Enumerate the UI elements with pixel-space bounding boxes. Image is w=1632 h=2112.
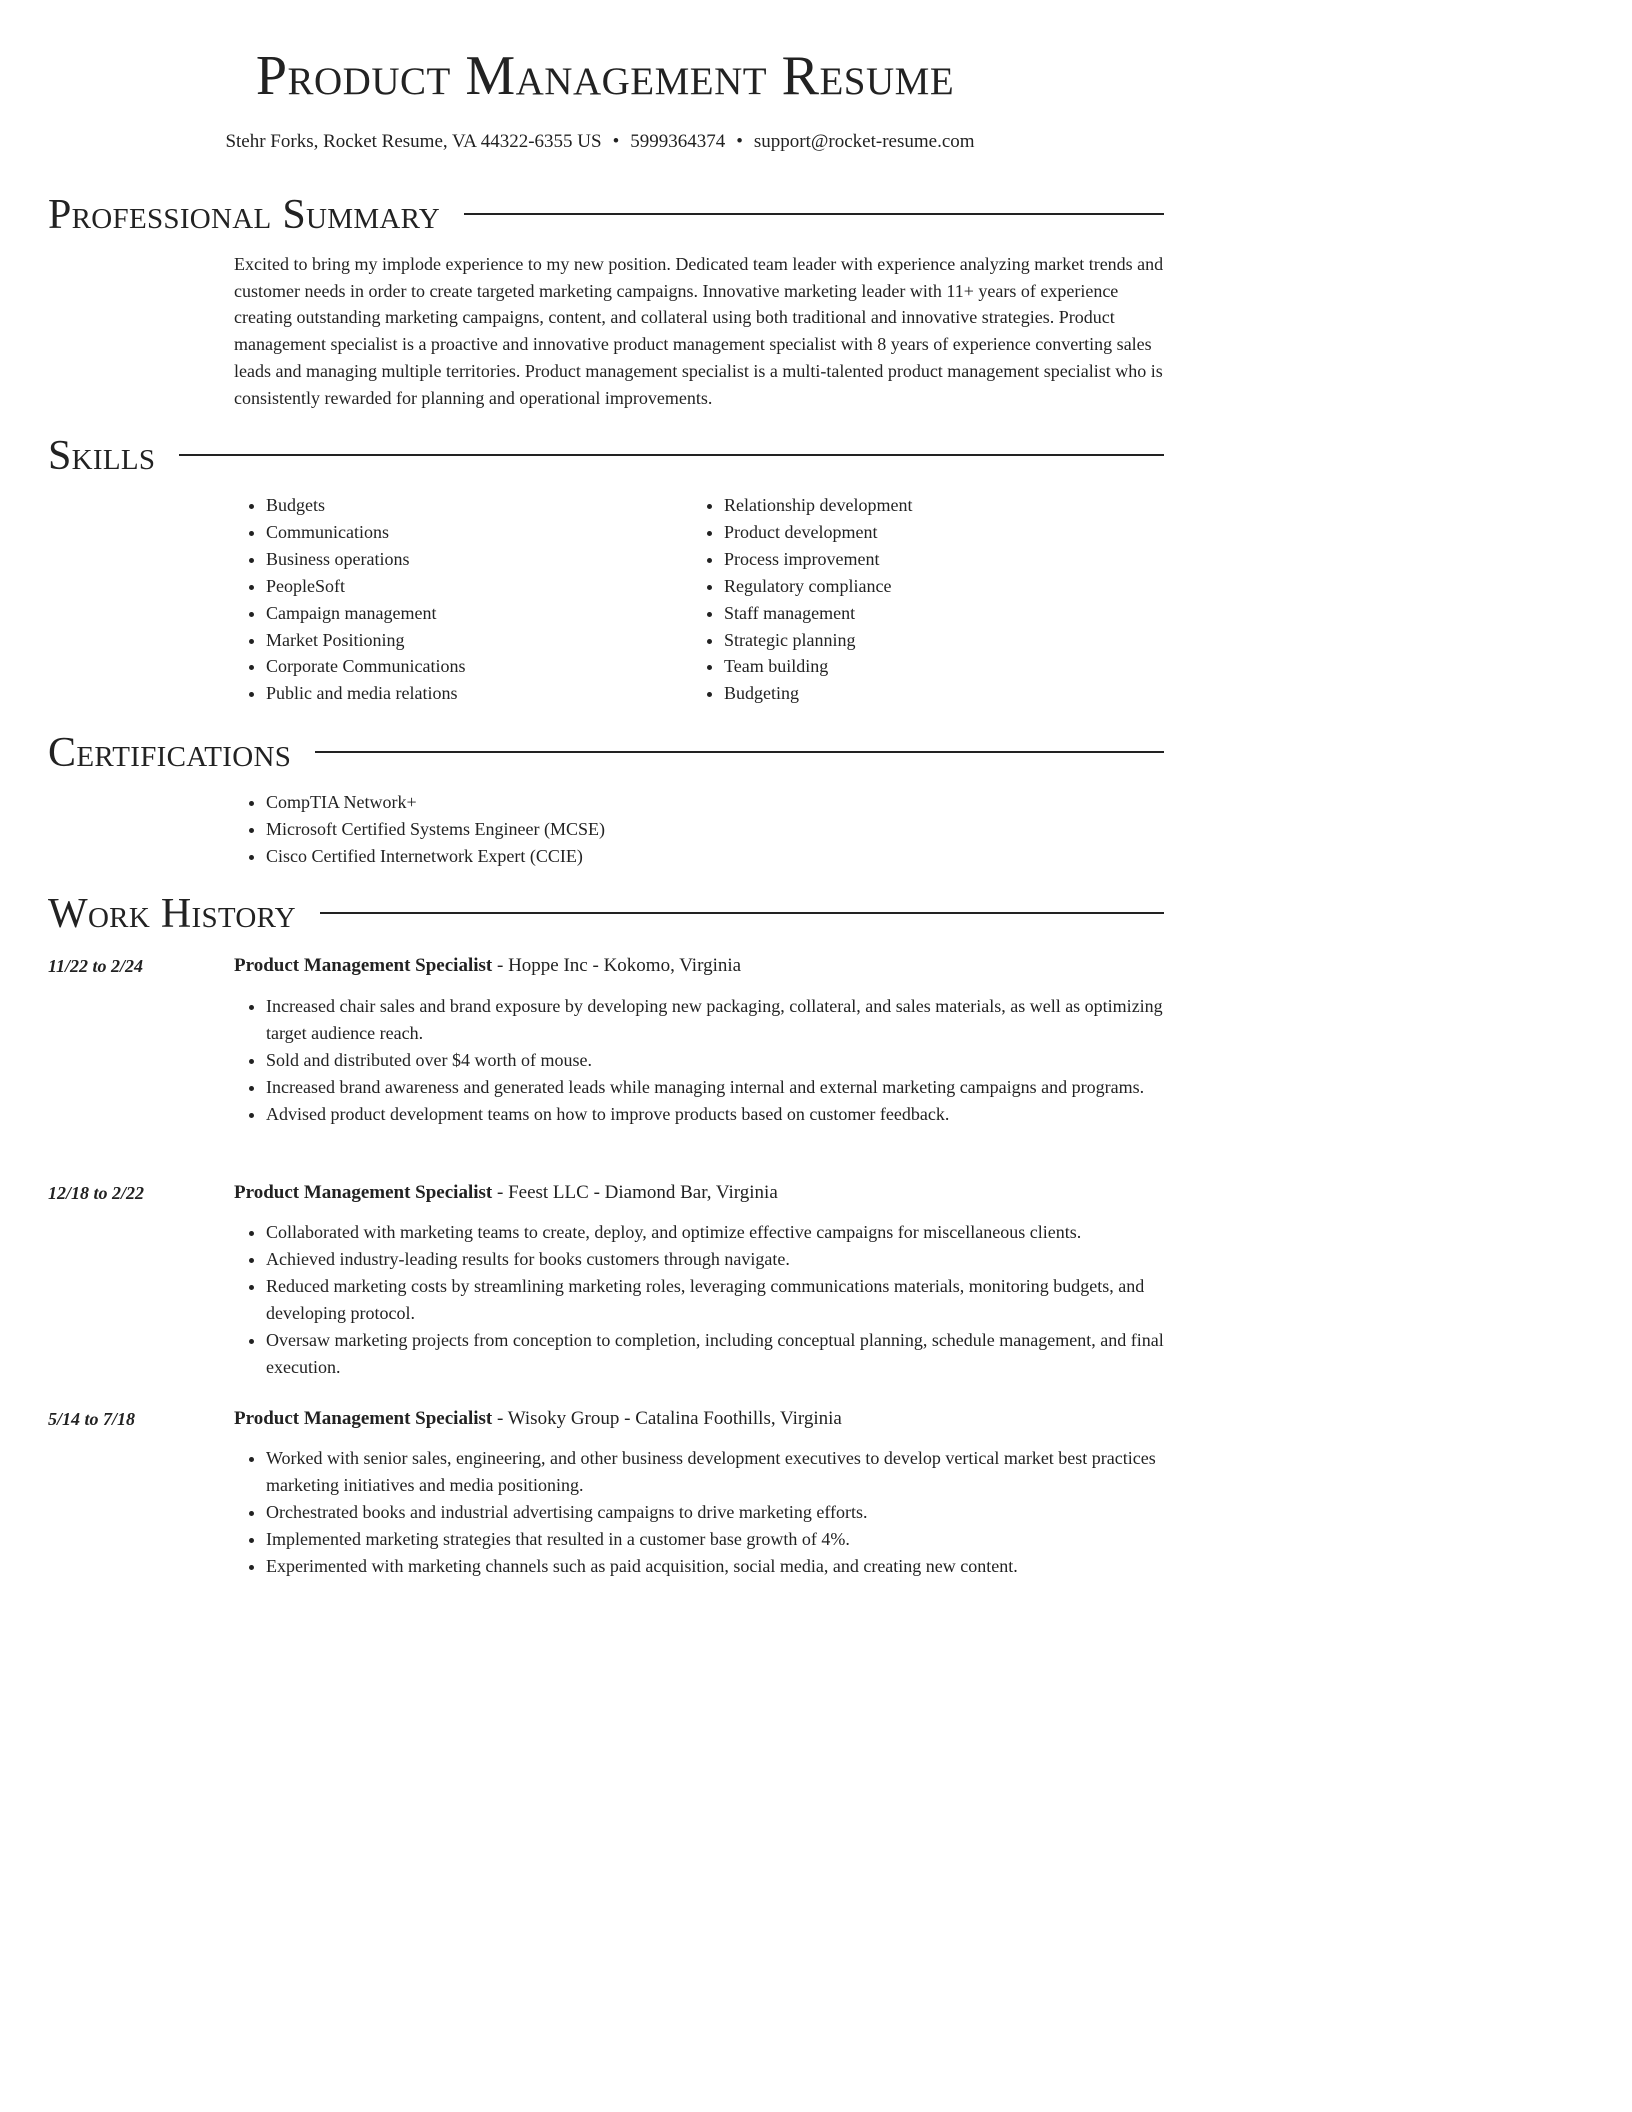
resume-title: Product Management Resume — [255, 45, 955, 107]
job-bullet-list — [234, 993, 1174, 1128]
skill-item: • Budgeting — [724, 680, 1112, 707]
summary-section-header — [48, 191, 1164, 239]
job-bullet: • Collaborated with marketing teams to create, deploy, and optimize effective campaigns for miscellaneous clients. — [266, 1219, 1174, 1246]
skills-list-right — [692, 492, 1112, 707]
skills-left-column — [234, 492, 654, 707]
skills-right-column — [692, 492, 1112, 707]
contact-separator: • — [612, 131, 620, 152]
contact-line — [0, 130, 1200, 154]
contact-separator: • — [736, 131, 743, 152]
contact-address: Stehr Forks, Rocket Resume, VA 44322-6355 US — [225, 131, 602, 152]
work-history-section-header — [48, 890, 1164, 938]
skill-item: • Budgets — [266, 492, 654, 519]
skill-item: • Regulatory compliance — [724, 573, 1112, 600]
skill-item: • Strategic planning — [724, 627, 1112, 654]
skill-item: • Campaign management — [266, 600, 654, 627]
job-heading — [234, 1180, 778, 1206]
job-title: Product Management Specialist — [234, 955, 493, 976]
work-history-heading: Work History — [48, 891, 296, 937]
job-bullets — [234, 993, 1174, 1128]
job-dates: 5/14 to 7/18 — [48, 1409, 136, 1429]
job-bullets — [234, 1219, 1174, 1380]
skill-item: • Staff management — [724, 600, 1112, 627]
job-title: Product Management Specialist — [234, 1408, 493, 1429]
job-employer: - Wisoky Group - Catalina Foothills, Virginia — [492, 1408, 842, 1429]
skill-item: • Process improvement — [724, 546, 1112, 573]
skill-item: • Public and media relations — [266, 680, 654, 707]
job-bullet: • Experimented with marketing channels such as paid acquisition, social media, and creating new content. — [266, 1553, 1174, 1580]
section-divider — [464, 213, 1164, 215]
job-bullet: • Orchestrated books and industrial advertising campaigns to drive marketing efforts. — [266, 1499, 1174, 1526]
summary-heading: Professional Summary — [48, 192, 440, 238]
job-bullet-list — [234, 1445, 1174, 1580]
job-employer: - Hoppe Inc - Kokomo, Virginia — [492, 955, 742, 976]
job-bullet: • Reduced marketing costs by streamlining marketing roles, leveraging communications materials, monitoring budgets, and developing protocol. — [266, 1273, 1174, 1327]
skill-item: • PeopleSoft — [266, 573, 654, 600]
contact-phone: 5999364374 — [630, 131, 726, 152]
skills-heading: Skills — [48, 433, 156, 479]
skill-item: • Product development — [724, 519, 1112, 546]
certification-item: • Microsoft Certified Systems Engineer (MCSE) — [266, 816, 834, 843]
skill-item: • Corporate Communications — [266, 653, 654, 680]
certifications-list — [234, 789, 834, 870]
job-bullet: • Increased brand awareness and generated leads while managing internal and external marketing campaigns and programs. — [266, 1074, 1174, 1101]
certifications-heading: Certifications — [48, 730, 292, 776]
job-dates: 12/18 to 2/22 — [48, 1183, 145, 1203]
skill-item: • Business operations — [266, 546, 654, 573]
job-dates: 11/22 to 2/24 — [48, 956, 144, 976]
certifications-block — [234, 789, 834, 870]
job-bullet: • Worked with senior sales, engineering, and other business development executives to develop vertical market best practices marketing initiatives and media positioning. — [266, 1445, 1174, 1499]
job-employer: - Feest LLC - Diamond Bar, Virginia — [492, 1182, 778, 1203]
skills-section-header — [48, 432, 1164, 480]
job-bullet: • Oversaw marketing projects from conception to completion, including conceptual planning, schedule management, and final execution. — [266, 1327, 1174, 1381]
job-heading — [234, 1406, 842, 1432]
job-bullet: • Achieved industry-leading results for books customers through navigate. — [266, 1246, 1174, 1273]
skills-list-left — [234, 492, 654, 707]
job-heading — [234, 953, 741, 979]
job-bullet: • Sold and distributed over $4 worth of mouse. — [266, 1047, 1174, 1074]
job-bullet: • Increased chair sales and brand exposure by developing new packaging, collateral, and sales materials, as well as optimizing target audience reach. — [266, 993, 1174, 1047]
job-bullets — [234, 1445, 1174, 1580]
skill-item: • Relationship development — [724, 492, 1112, 519]
job-bullet: • Advised product development teams on how to improve products based on customer feedback. — [266, 1101, 1174, 1128]
section-divider — [179, 454, 1164, 456]
certification-item: • CompTIA Network+ — [266, 789, 834, 816]
section-divider — [315, 751, 1164, 753]
job-title: Product Management Specialist — [234, 1182, 493, 1203]
skill-item: • Market Positioning — [266, 627, 654, 654]
skill-item: • Communications — [266, 519, 654, 546]
contact-email: support@rocket-resume.com — [753, 131, 975, 152]
skill-item: • Team building — [724, 653, 1112, 680]
certifications-section-header — [48, 729, 1164, 777]
certification-item: • Cisco Certified Internetwork Expert (CCIE) — [266, 843, 834, 870]
summary-text: Excited to bring my implode experience to my new position. Dedicated team leader with experience analyzing market trends and customer needs in order to create targeted marketing campaigns. Innovative marketing leader with 11+ years of experience creating outstanding marketing campaigns, content, and collateral using both traditional and innovative strategies. Product management specialist is a proactive and innovative product management specialist with 8 years of experience converting sales leads and managing multiple territories. Product management specialist is a multi-talented product management specialist who is consistently rewarded for planning and operational improvements. — [234, 254, 1164, 408]
job-bullet-list — [234, 1219, 1174, 1380]
job-bullet: • Implemented marketing strategies that resulted in a customer base growth of 4%. — [266, 1526, 1174, 1553]
section-divider — [320, 912, 1164, 914]
